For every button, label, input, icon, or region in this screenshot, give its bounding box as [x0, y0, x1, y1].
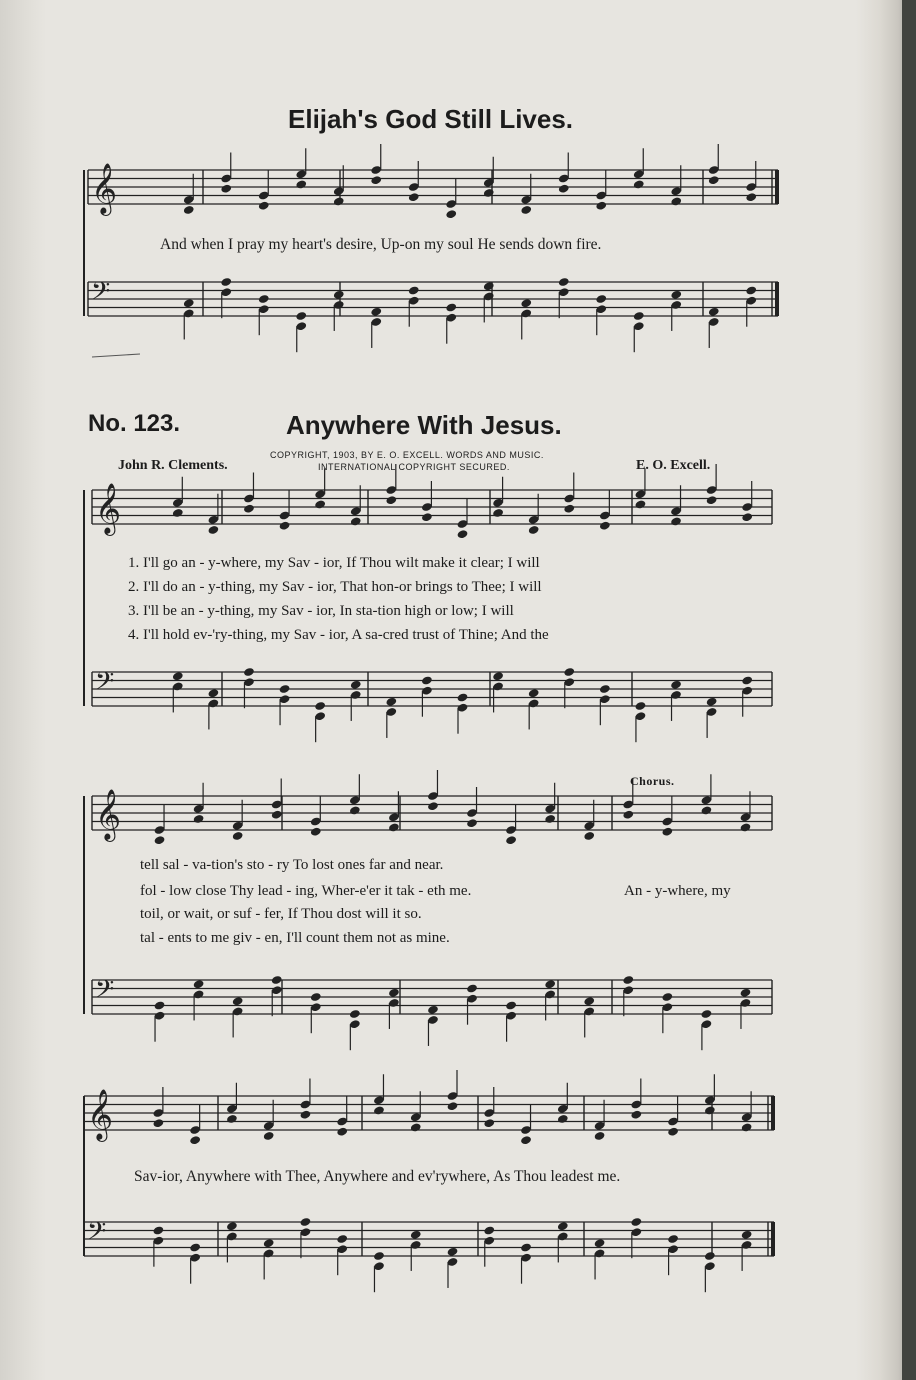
note-head	[445, 209, 457, 219]
final-barline	[775, 282, 779, 316]
note-head	[661, 992, 673, 1002]
note-head	[445, 302, 457, 312]
note-head	[635, 499, 647, 509]
note-head	[385, 495, 397, 505]
note-head	[295, 179, 307, 189]
note-head	[528, 688, 540, 698]
note-head	[700, 1009, 712, 1019]
note-head	[704, 1105, 716, 1115]
note-head	[373, 1105, 385, 1115]
note-head	[370, 175, 382, 185]
note-head	[622, 975, 634, 985]
bass-clef-icon: 𝄢	[95, 975, 115, 1010]
treble-clef-icon: 𝄞	[91, 163, 118, 214]
composer-credit: E. O. Excell.	[636, 458, 711, 473]
note-head	[154, 835, 166, 845]
note-head	[310, 992, 322, 1002]
note-head	[410, 1230, 422, 1240]
note-head	[207, 525, 219, 535]
note-head	[583, 996, 595, 1006]
note-head	[314, 499, 326, 509]
note-head	[706, 697, 718, 707]
note-head	[421, 512, 433, 522]
chorus-line: Sav-ior, Anywhere with Thee, Anywhere and ev'rywhere, As Thou leadest me.	[134, 1168, 621, 1185]
note-head	[447, 1101, 459, 1111]
note-head	[333, 196, 345, 206]
note-head	[528, 525, 540, 535]
note-head	[408, 192, 420, 202]
note-head	[350, 680, 362, 690]
note-head	[704, 1251, 716, 1261]
note-head	[388, 822, 400, 832]
note-head	[336, 1234, 348, 1244]
note-head	[563, 667, 575, 677]
note-head	[457, 529, 469, 539]
note-head	[447, 1247, 459, 1257]
treble-clef-icon: 𝄞	[95, 789, 122, 840]
note-head	[708, 307, 720, 317]
chorus-label: Chorus.	[630, 774, 675, 788]
treble-clef-icon: 𝄞	[87, 1089, 114, 1140]
final-barline	[771, 1096, 775, 1130]
note-head	[427, 1005, 439, 1015]
note-head	[226, 1114, 238, 1124]
note-head	[466, 983, 478, 993]
note-head	[271, 810, 283, 820]
note-head	[505, 835, 517, 845]
note-head	[630, 1217, 642, 1227]
note-head	[633, 179, 645, 189]
note-head	[630, 1110, 642, 1120]
note-head	[207, 688, 219, 698]
note-head	[232, 831, 244, 841]
note-head	[193, 814, 205, 824]
note-head	[558, 184, 570, 194]
note-head	[544, 814, 556, 824]
note-head	[263, 1131, 275, 1141]
note-head	[505, 1000, 517, 1010]
note-head	[421, 675, 433, 685]
note-head	[492, 671, 504, 681]
note-head	[243, 667, 255, 677]
verse-line: 3. I'll be an - y-thing, my Sav - ior, In sta-tion high or low; I will	[128, 603, 514, 619]
verse-line: 2. I'll do an - y-thing, my Sav - ior, That hon-or brings to Thee; I will	[128, 579, 542, 595]
note-head	[670, 680, 682, 690]
note-head	[279, 521, 291, 531]
verse-line: toil, or wait, or suf - fer, If Thou dost will it so.	[140, 906, 422, 922]
note-head	[745, 285, 757, 295]
note-head	[706, 495, 718, 505]
note-head	[220, 184, 232, 194]
note-head	[594, 1131, 606, 1141]
note-head	[314, 701, 326, 711]
note-head	[741, 675, 753, 685]
bass-clef-icon: 𝄢	[91, 277, 111, 312]
note-head	[408, 285, 420, 295]
note-head	[670, 196, 682, 206]
note-head	[243, 504, 255, 514]
note-head	[741, 512, 753, 522]
note-head	[544, 979, 556, 989]
note-head	[700, 805, 712, 815]
note-head	[667, 1127, 679, 1137]
note-head	[427, 801, 439, 811]
verse-line: 1. I'll go an - y-where, my Sav - ior, If Thou wilt make it clear; I will	[128, 555, 540, 571]
note-head	[708, 175, 720, 185]
note-head	[189, 1242, 201, 1252]
note-head	[189, 1135, 201, 1145]
note-head	[258, 294, 270, 304]
note-head	[483, 188, 495, 198]
note-head	[271, 975, 283, 985]
note-head	[336, 1127, 348, 1137]
note-head	[594, 1238, 606, 1248]
note-head	[350, 516, 362, 526]
hymn-number: No. 123.	[88, 410, 181, 437]
note-head	[349, 1009, 361, 1019]
verse-line: tal - ents to me giv - en, I'll count them not as mine.	[140, 930, 450, 946]
note-head	[154, 1000, 166, 1010]
note-head	[333, 290, 345, 300]
chorus-pickup-lyric: An - y-where, my	[624, 883, 731, 899]
bass-clef-icon: 𝄢	[87, 1217, 107, 1252]
note-head	[370, 307, 382, 317]
note-head	[373, 1251, 385, 1261]
decorative-dash	[92, 354, 140, 357]
note-head	[152, 1225, 164, 1235]
note-head	[226, 1221, 238, 1231]
note-head	[172, 508, 184, 518]
note-head	[193, 979, 205, 989]
lyricist-credit: John R. Clements.	[118, 458, 228, 473]
note-head	[667, 1234, 679, 1244]
note-head	[741, 1122, 753, 1132]
note-head	[633, 311, 645, 321]
note-head	[172, 671, 184, 681]
note-head	[661, 827, 673, 837]
final-barline	[775, 170, 779, 204]
note-head	[220, 277, 232, 287]
verse-line: 4. I'll hold ev-'ry-thing, my Sav - ior, A sa-cred trust of Thine; And the	[128, 627, 549, 643]
verse-line: tell sal - va-tion's sto - ry To lost ones far and near.	[140, 857, 444, 873]
note-head	[745, 192, 757, 202]
note-head	[740, 988, 752, 998]
note-head	[558, 277, 570, 287]
note-head	[483, 1225, 495, 1235]
note-head	[563, 504, 575, 514]
note-head	[263, 1238, 275, 1248]
bass-clef-icon: 𝄢	[95, 667, 115, 702]
hymn-title: Elijah's God Still Lives.	[288, 104, 574, 134]
note-head	[295, 311, 307, 321]
note-head	[483, 281, 495, 291]
note-head	[385, 697, 397, 707]
note-head	[466, 818, 478, 828]
note-head	[152, 1118, 164, 1128]
note-head	[492, 508, 504, 518]
note-head	[483, 1118, 495, 1128]
note-head	[310, 827, 322, 837]
copyright-notice: INTERNATIONAL COPYRIGHT SECURED.	[318, 462, 510, 472]
note-head	[258, 201, 270, 211]
note-head	[670, 290, 682, 300]
note-head	[622, 810, 634, 820]
verse-line: fol - low close Thy lead - ing, Wher-e'er it tak - eth me.	[140, 883, 472, 899]
note-head	[520, 1135, 532, 1145]
note-head	[595, 201, 607, 211]
note-head	[595, 294, 607, 304]
note-head	[557, 1114, 569, 1124]
note-head	[279, 684, 291, 694]
note-head	[457, 692, 469, 702]
note-head	[349, 805, 361, 815]
treble-clef-icon: 𝄞	[95, 483, 122, 534]
note-head	[599, 684, 611, 694]
note-head	[410, 1122, 422, 1132]
note-head	[520, 205, 532, 215]
hymn-title: Anywhere With Jesus.	[286, 410, 562, 440]
note-head	[388, 988, 400, 998]
copyright-notice: COPYRIGHT, 1903, BY E. O. EXCELL. WORDS AND MUSIC.	[270, 450, 544, 460]
note-head	[583, 831, 595, 841]
note-head	[741, 1230, 753, 1240]
note-head	[520, 1242, 532, 1252]
note-head	[232, 996, 244, 1006]
note-head	[557, 1221, 569, 1231]
note-head	[635, 701, 647, 711]
note-head	[670, 516, 682, 526]
note-head	[300, 1217, 312, 1227]
note-head	[520, 298, 532, 308]
note-head	[300, 1110, 312, 1120]
final-barline	[771, 1222, 775, 1256]
note-head	[599, 521, 611, 531]
note-head	[740, 822, 752, 832]
lyric-line: And when I pray my heart's desire, Up-on my soul He sends down fire.	[160, 236, 602, 253]
note-head	[183, 298, 195, 308]
note-head	[183, 205, 195, 215]
